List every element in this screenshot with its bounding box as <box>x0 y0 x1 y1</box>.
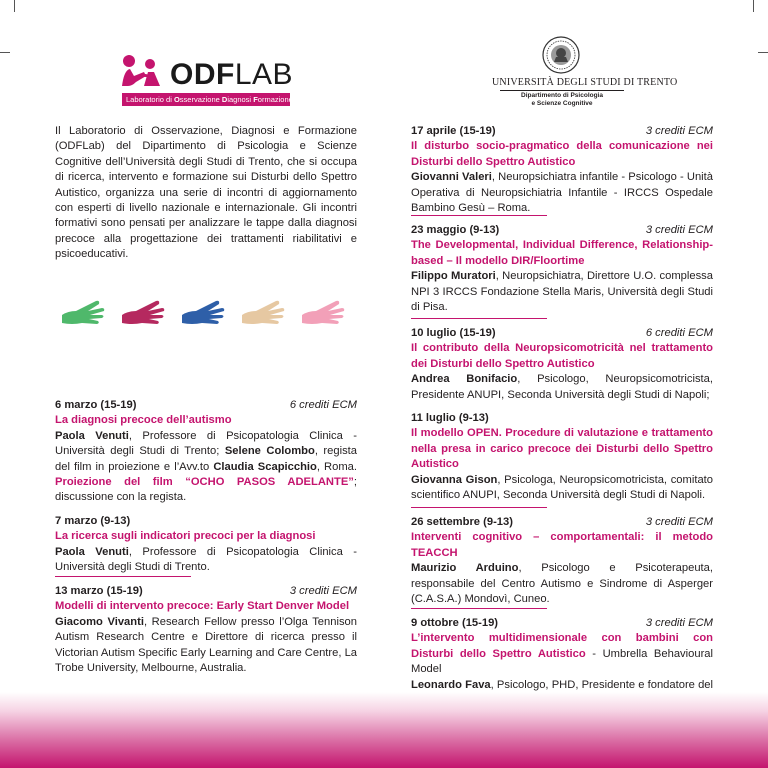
event-divider <box>411 608 547 609</box>
logo-wordmark <box>170 58 293 92</box>
event-title: Interventi cognitivo – comportamentali: il metodo TEACCH <box>411 531 713 559</box>
event-description: ; discussione con la regista. <box>55 476 357 504</box>
event-date: 26 settembre (9-13) <box>411 516 513 528</box>
event-description: , Neuropsichiatra, Direttore U.O. complessa NPI 3 IRCCS Fondazione Stella Maris, Università degli Studi di Pisa. <box>411 270 713 314</box>
hands-image-strip <box>58 281 348 331</box>
event-description: , Roma. <box>316 460 357 473</box>
children-figures-icon <box>120 52 166 94</box>
event-description: , Neuropsichiatra infantile - Psicologo - Unità Operativa di Neuropsichiatria Infantile - IRCCS Ospedale Bambino Gesù – Roma. <box>411 171 713 215</box>
events-column-left <box>55 398 357 698</box>
event-date: 6 marzo (15-19) <box>55 399 137 411</box>
event-credits: 3 crediti ECM <box>645 516 713 528</box>
speaker-name: Selene Colombo <box>224 445 315 458</box>
event-title: The Developmental, Individual Difference, Relationship-based – Il modello DIR/Floortime <box>411 239 713 267</box>
footer-gradient-band <box>0 692 768 768</box>
event-title: L’intervento multidimensionale con bambini con Disturbi dello Spettro Autistico - Umbrella Behavioural Model <box>411 632 713 676</box>
event-credits: 3 crediti ECM <box>645 224 713 236</box>
event-description: , Professore di Psicopatologia Clinica - Università degli Studi di Trento; <box>55 429 357 458</box>
hand-image-blue <box>178 281 228 331</box>
event-body <box>411 269 713 315</box>
event-date: 11 luglio (9-13) <box>411 412 489 424</box>
event-credits: 6 crediti ECM <box>645 327 713 339</box>
events-column-right <box>411 124 713 694</box>
event-body <box>411 372 713 403</box>
speaker-name: Andrea Bonifacio <box>411 373 518 386</box>
event-date: 13 marzo (15-19) <box>55 585 143 597</box>
crop-mark <box>0 52 10 53</box>
event-description: , regista del film in proiezione e l’Avv.to <box>55 445 358 473</box>
university-seal-icon <box>542 36 580 74</box>
university-name: UNIVERSITÀ DEGLI STUDI DI TRENTO <box>492 77 678 88</box>
speaker-name: Giacomo Vivanti <box>55 615 144 628</box>
event-date: 7 marzo (9-13) <box>55 515 131 527</box>
hand-image-green <box>58 281 108 331</box>
hand-image-magenta <box>118 281 168 331</box>
speaker-name: Paola Venuti <box>55 545 129 558</box>
crop-mark <box>14 0 15 12</box>
event-description: , Research Fellow presso l’Olga Tennison Autism Research Centre e Direttore di ricerca presso il Victorian Autism Specific Early Learning and Care Centre, La Trobe University, Melbourne, Australia. <box>55 615 358 675</box>
university-logo <box>492 36 678 108</box>
event-item <box>411 124 713 216</box>
event-credits: 3 crediti ECM <box>645 617 713 629</box>
event-credits: 3 crediti ECM <box>289 585 357 597</box>
event-item <box>411 326 713 403</box>
event-title: Il modello OPEN. Procedure di valutazione e trattamento nella presa in carico precoce dei Disturbi dello Spettro Autistico <box>411 427 713 471</box>
event-description: , Professore di Psicopatologia Clinica - Università degli Studi di Trento. <box>55 545 357 574</box>
event-description: , Psicologo e Psicoterapeuta, responsabile del Centro Autismo e Sindrome di Asperger (C.A.S.A.) Mondovì, Cuneo. <box>411 562 713 606</box>
hand-image-pink <box>298 281 348 331</box>
event-divider <box>411 507 547 508</box>
speaker-name: Giovanna Gison <box>411 473 498 486</box>
event-divider <box>411 318 547 319</box>
event-description: , Psicologo, PHD, Presidente e fondatore del <box>490 678 714 691</box>
event-credits: 3 crediti ECM <box>645 125 713 137</box>
event-date: 17 aprile (15-19) <box>411 125 496 137</box>
logo-lab: LAB <box>234 58 294 91</box>
department-name: Dipartimento di Psicologia e Scienze Cognitive <box>521 92 603 107</box>
event-item <box>55 584 357 676</box>
event-item <box>55 514 357 576</box>
speaker-name: Paola Venuti <box>55 429 129 442</box>
event-item <box>411 515 713 607</box>
speaker-name: Maurizio Arduino <box>411 562 519 575</box>
speaker-name: Giovanni Valeri <box>411 171 492 184</box>
event-body <box>411 473 713 504</box>
university-divider <box>500 90 624 91</box>
event-body <box>55 429 357 506</box>
odflab-logo <box>120 52 292 108</box>
event-date: 23 maggio (9-13) <box>411 224 500 236</box>
event-item <box>411 223 713 315</box>
event-credits: 6 crediti ECM <box>289 399 357 411</box>
logo-tagline: Laboratorio di Osservazione Diagnosi Formazione <box>122 93 290 106</box>
speaker-name: Filippo Muratori <box>411 270 496 283</box>
event-divider <box>55 576 191 577</box>
film-screening: Proiezione del film “OCHO PASOS ADELANTE” <box>55 476 354 489</box>
event-item <box>55 398 357 506</box>
event-divider <box>411 215 547 216</box>
intro-paragraph: Il Laboratorio di Osservazione, Diagnosi e Formazione (ODFLab) del Dipartimento di Psicologia e Scienze Cognitive dell’Università degli Studi di Trento, che si occupa di ricerca, intervento e formazione sui Disturbi dello Spettro Autistico, organizza una serie di incontri di aggiornamento con esperti di livello nazionale e internazionale. Gli incontri formativi sono pensati per analizzare le tappe dalla diagnosi precoce alla progettazione dei trattamenti riabilitativi e psicoeducativi. <box>55 125 357 261</box>
event-item <box>411 411 713 503</box>
hand-image-beige <box>238 281 288 331</box>
event-body <box>55 545 357 576</box>
speaker-name: Leonardo Fava <box>411 678 491 691</box>
event-title: Il contributo della Neuropsicomotricità nel trattamento dei Disturbi dello Spettro Autistico <box>411 342 713 370</box>
crop-mark <box>753 0 754 12</box>
event-date: 9 ottobre (15-19) <box>411 617 499 629</box>
event-title: Modelli di intervento precoce: Early Start Denver Model <box>55 600 350 613</box>
logo-odf: ODF <box>170 58 235 91</box>
event-title: La diagnosi precoce dell’autismo <box>55 414 232 427</box>
event-title: Il disturbo socio-pragmatico della comunicazione nei Disturbi dello Spettro Autistico <box>411 140 713 168</box>
event-body <box>411 170 713 216</box>
event-title: La ricerca sugli indicatori precoci per la diagnosi <box>55 530 316 543</box>
event-body <box>411 561 713 607</box>
event-description: , Psicologo, Neuropsicomotricista, Presidente ANUPI, Seconda Università degli Studi di Napoli; <box>411 373 713 401</box>
event-description: , Psicologa, Neuropsicomotricista, comitato scientifico ANUPI, Seconda Università degli Studi di Napoli. <box>411 473 713 502</box>
crop-mark <box>758 52 768 53</box>
event-date: 10 luglio (15-19) <box>411 327 496 339</box>
event-body <box>55 615 357 677</box>
speaker-name: Claudia Scapicchio <box>213 460 317 473</box>
